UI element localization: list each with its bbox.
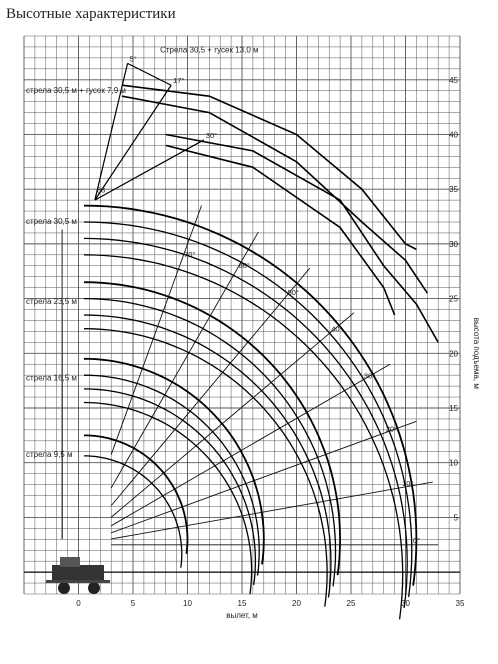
x-tick-label: 25	[346, 599, 356, 608]
angle-label: 10°	[402, 478, 414, 488]
y-tick-label: 5	[453, 513, 458, 523]
x-tick-label: 10	[183, 599, 192, 608]
angle-label: 40°	[331, 324, 343, 334]
y-tick-label: 35	[449, 185, 458, 195]
angle-label: 0°	[412, 535, 421, 545]
angle-label: 30°	[363, 371, 376, 381]
angle-label: 70°	[184, 250, 196, 260]
angle-label: 60°	[238, 260, 250, 270]
boom-arcs	[84, 206, 416, 620]
envelope-curve	[166, 135, 439, 343]
boom-arc	[84, 403, 252, 595]
series-label: стрела 30,5 м	[26, 217, 77, 227]
x-tick-label: 35	[455, 599, 465, 608]
y-axis-label: высота подъема, м	[472, 317, 481, 389]
y-tick-label: 15	[449, 404, 458, 413]
jib-angle-label: 83	[96, 185, 106, 195]
jib-angle-label: 30°	[205, 130, 218, 140]
x-tick-label: 5	[130, 599, 136, 608]
angle-label: 50°	[287, 288, 299, 298]
crane-outrigger	[46, 580, 110, 583]
y-tick-label: 40	[449, 130, 458, 140]
jib-line	[128, 63, 172, 85]
series-label: стрела 16,5 м	[26, 373, 77, 383]
boom-arc	[84, 435, 188, 553]
y-tick-label: 25	[449, 294, 458, 304]
angle-line	[111, 205, 201, 454]
page-title: Высотные характеристики	[6, 6, 176, 22]
x-tick-label: 0	[76, 599, 81, 608]
series-label: стрела 23,5 м	[26, 297, 77, 307]
series-label: Стрела 30,5 + гусек 13,0 м	[160, 45, 259, 55]
angle-label: 20°	[385, 424, 398, 434]
y-tick-label: 10	[449, 458, 458, 468]
angle-line	[111, 268, 310, 505]
boom-arc	[84, 282, 343, 575]
crane-wheel-front	[58, 582, 70, 594]
x-tick-label: 20	[292, 599, 301, 608]
jib-angle-label: 17°	[173, 76, 185, 86]
y-tick-label: 20	[449, 349, 458, 359]
y-tick-label: 30	[449, 239, 458, 249]
x-tick-label: 15	[237, 599, 247, 608]
series-label: стрела 30,5 м + гусек 7,9 м	[26, 85, 126, 95]
series-label: стрела 9,5 м	[26, 450, 73, 460]
crane-cab	[60, 557, 80, 567]
x-axis-label: вылет, м	[226, 611, 258, 620]
boom-arc	[84, 238, 407, 608]
y-tick-label: 45	[449, 75, 458, 85]
angle-line	[111, 364, 390, 526]
jib-angle-label: 5°	[129, 54, 137, 64]
crane-body	[52, 565, 104, 581]
x-tick-label: 30	[401, 599, 410, 608]
crane-wheel-rear	[88, 582, 100, 594]
